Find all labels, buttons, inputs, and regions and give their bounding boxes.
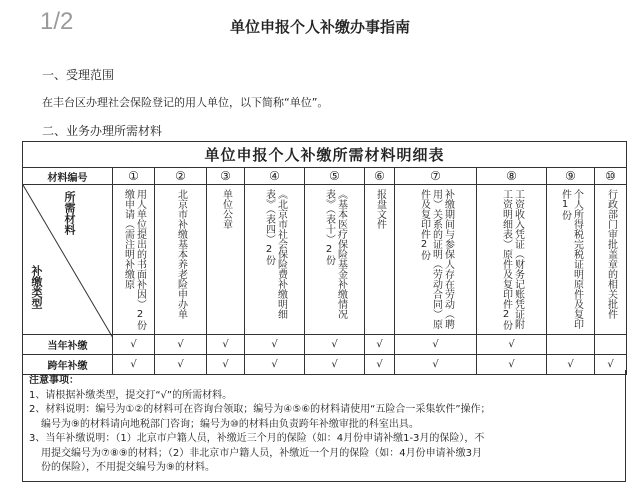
material-number: ③ bbox=[207, 168, 245, 185]
note-line: 1、请根据补缴类型，提交打“√”的所需材料。 bbox=[29, 389, 233, 401]
check-mark: √ bbox=[207, 355, 245, 375]
material-code-label: 材料编号 bbox=[23, 168, 113, 185]
check-mark: √ bbox=[547, 355, 595, 375]
header-type: 补缴类型 bbox=[30, 265, 43, 309]
note-line: 3、当年补缴说明：（1）北京市户籍人员，补缴近三个月的保险（如：4月份申请补缴1-3月的保险），不 bbox=[29, 433, 485, 444]
material-description: 《基本医疗保险基金补缴情况表》（表十）2份 bbox=[323, 189, 347, 319]
page-indicator: 1/2 bbox=[40, 8, 74, 35]
check-mark: √ bbox=[595, 355, 627, 375]
material-number: ⑩ bbox=[595, 168, 627, 185]
check-mark: √ bbox=[113, 355, 155, 375]
material-number: ⑥ bbox=[365, 168, 395, 185]
material-description: 工资收入凭证（财务记账凭证附工资明细表）原件及复印件2份 bbox=[500, 189, 524, 330]
material-number: ① bbox=[113, 168, 155, 185]
material-number: ⑨ bbox=[547, 168, 595, 185]
note-line: 编号为⑨的材料请向地税部门咨询；编号为⑩的材料由负责跨年补缴审批的科室出具。 bbox=[41, 418, 419, 430]
notes-box bbox=[22, 370, 626, 482]
check-mark: √ bbox=[477, 335, 547, 355]
material-description: 报盘文件 bbox=[374, 189, 386, 229]
notes-title: 注意事项： bbox=[29, 375, 79, 386]
check-mark: √ bbox=[245, 335, 305, 355]
note-line: 2、材料说明：编号为①②的材料可在咨询台领取；编号为④⑤⑥的材料请使用“五险合一采集软件”操作； bbox=[29, 404, 491, 415]
check-mark: √ bbox=[305, 335, 365, 355]
note-line: 用提交编号为⑦⑧⑨的材料；（2）非北京市户籍人员，补缴近一个月的保险（如：4月份申请补缴3月 bbox=[41, 447, 482, 459]
material-desc-cell bbox=[155, 185, 207, 335]
check-mark: √ bbox=[395, 355, 477, 375]
check-mark: √ bbox=[155, 335, 207, 355]
page-title: 单位申报个人补缴办事指南 bbox=[229, 18, 410, 36]
section-heading-materials: 二、业务办理所需材料 bbox=[42, 124, 163, 138]
material-number: ⑦ bbox=[395, 168, 477, 185]
material-desc-cell bbox=[113, 185, 155, 335]
header-material: 所需材料 bbox=[63, 191, 76, 235]
material-desc-cell bbox=[547, 185, 595, 335]
material-number: ② bbox=[155, 168, 207, 185]
material-desc-cell bbox=[245, 185, 305, 335]
material-desc-cell bbox=[365, 185, 395, 335]
check-mark: √ bbox=[245, 355, 305, 375]
material-desc-cell bbox=[395, 185, 477, 335]
material-description: 北京市补缴基本养老险申办单 bbox=[175, 189, 187, 319]
section-text-scope: 在丰台区办理社会保险登记的用人单位，以下简称“单位”。 bbox=[42, 96, 329, 109]
material-desc-cell bbox=[595, 185, 627, 335]
check-mark: √ bbox=[155, 355, 207, 375]
header-diagonal-cell bbox=[23, 185, 113, 335]
material-description: 单位公章 bbox=[220, 189, 232, 229]
table-row bbox=[23, 335, 627, 355]
check-mark: √ bbox=[305, 355, 365, 375]
check-mark: √ bbox=[477, 355, 547, 375]
material-desc-cell bbox=[305, 185, 365, 335]
materials-table bbox=[22, 141, 627, 375]
check-mark: √ bbox=[113, 335, 155, 355]
material-description: 个人所得税完税证明原件及复印件1份 bbox=[559, 189, 583, 329]
material-number: ④ bbox=[245, 168, 305, 185]
material-description: 行政部门审批盖章的相关批件 bbox=[605, 189, 617, 319]
check-mark: √ bbox=[365, 355, 395, 375]
table-title: 单位申报个人补缴所需材料明细表 bbox=[23, 142, 627, 168]
material-number: ⑤ bbox=[305, 168, 365, 185]
material-number: ⑧ bbox=[477, 168, 547, 185]
material-description: 用人单位提出的书面补因）2份缴申请（需注明补缴原 bbox=[122, 189, 146, 330]
check-mark: √ bbox=[207, 335, 245, 355]
material-desc-cell bbox=[477, 185, 547, 335]
section-heading-scope: 一、受理范围 bbox=[42, 68, 115, 82]
material-description: 补缴期间与参保人存在劳动（聘用）关系的证明（劳动合同）原件及复印件2份 bbox=[418, 189, 454, 329]
row-label-current-year: 当年补缴 bbox=[23, 335, 113, 355]
material-desc-cell bbox=[207, 185, 245, 335]
check-mark: √ bbox=[365, 335, 395, 355]
row-label-cross-year: 跨年补缴 bbox=[23, 355, 113, 375]
check-mark bbox=[547, 335, 595, 355]
note-line: 份的保险），不用提交编号为⑨的材料。 bbox=[41, 462, 215, 473]
check-mark bbox=[595, 335, 627, 355]
check-mark: √ bbox=[395, 335, 477, 355]
material-description: 《北京市社会保险费补缴明细表》（表四）2份 bbox=[263, 189, 287, 319]
